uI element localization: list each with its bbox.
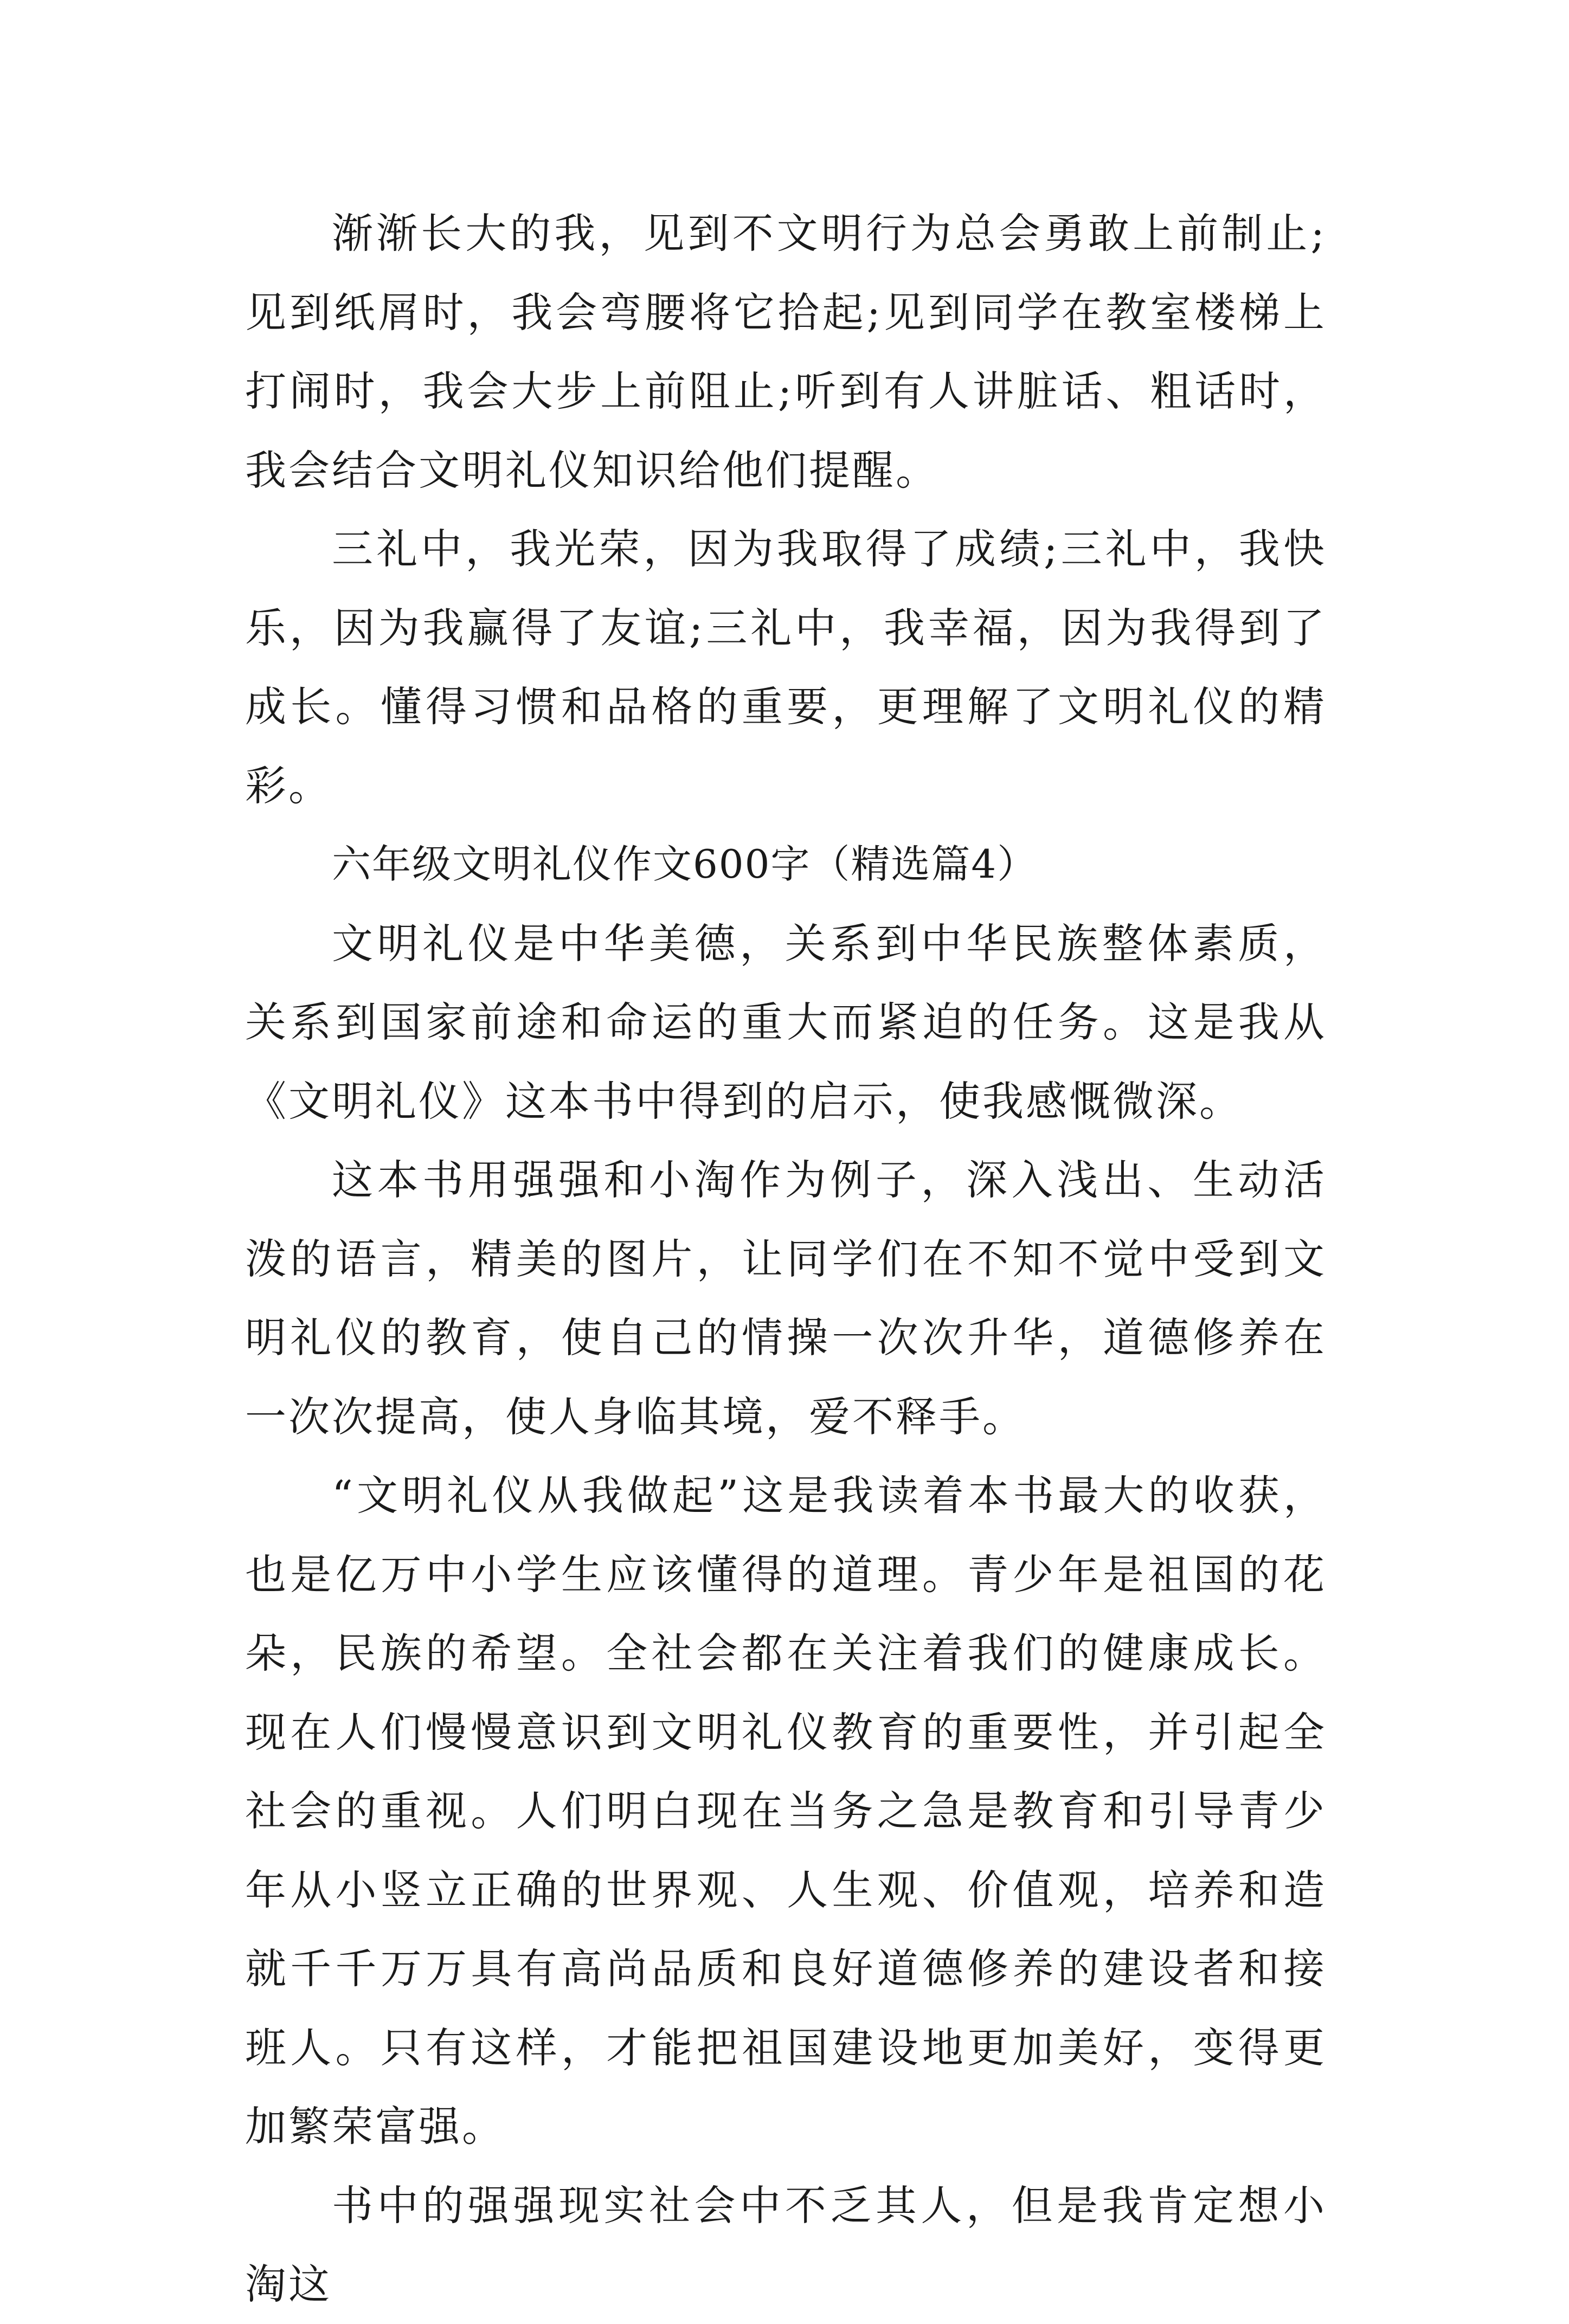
paragraph-civility-virtue: 文明礼仪是中华美德，关系到中华民族整体素质，关系到国家前途和命运的重大而紧迫的任务。这是我从《文明礼仪》这本书中得到的启示，使我感慨微深。 — [245, 919, 1327, 1125]
paragraph-main-takeaway: “文明礼仪从我做起”这是我读着本书最大的收获，也是亿万中小学生应该懂得的道理。青少年是祖国的花朵，民族的希望。全社会都在关注着我们的健康成长。现在人们慢慢意识到文明礼仪教育的重要性，并引起全社会的重视。人们明白现在当务之急是教育和引导青少年从小竖立正确的世界观、人生观、价值观，培养和造就千千万万具有高尚品质和良好道德修养的建设者和接班人。只有这样，才能把祖国建设地更加美好，变得更加繁荣富强。 — [245, 1471, 1327, 2151]
paragraph-three-courtesies: 三礼中，我光荣，因为我取得了成绩;三礼中，我快乐，因为我赢得了友谊;三礼中，我幸福，因为我得到了成长。懂得习惯和品格的重要，更理解了文明礼仪的精彩。 — [245, 525, 1327, 810]
paragraph-growing-up: 渐渐长大的我，见到不文明行为总会勇敢上前制止;见到纸屑时，我会弯腰将它拾起;见到同学在教室楼梯上打闹时，我会大步上前阻止;听到有人讲脏话、粗话时，我会结合文明礼仪知识给他们提醒。 — [245, 209, 1327, 494]
section-heading: 六年级文明礼仪作文600字（精选篇4） — [332, 841, 1038, 887]
paragraph-book-description: 这本书用强强和小淘作为例子，深入浅出、生动活泼的语言，精美的图片，让同学们在不知不觉中受到文明礼仪的教育，使自己的情操一次次升华，道德修养在一次次提高，使人身临其境，爱不释手。 — [245, 1156, 1327, 1441]
document-body — [245, 194, 1327, 2324]
paragraph-qiangqiang: 书中的强强现实社会中不乏其人，但是我肯定想小淘这 — [245, 2181, 1327, 2308]
